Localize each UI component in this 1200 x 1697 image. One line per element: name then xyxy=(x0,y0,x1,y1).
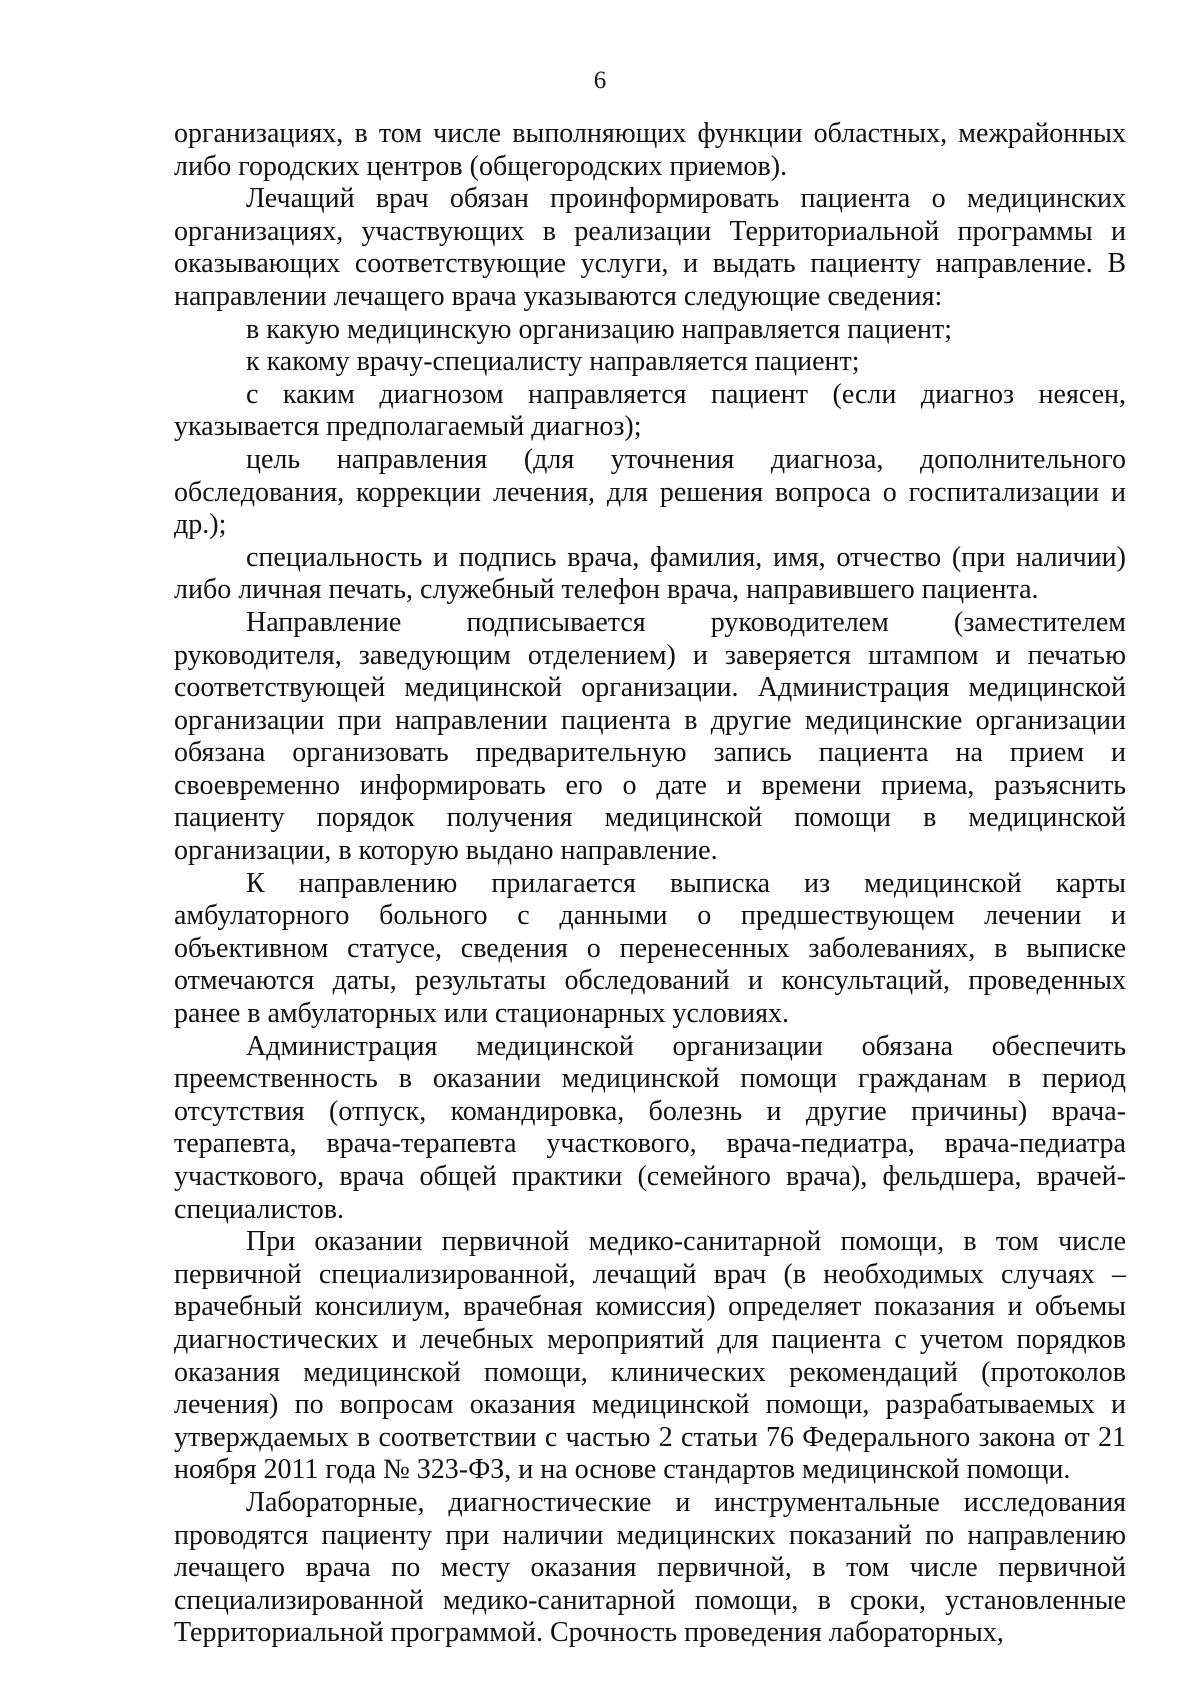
document-body xyxy=(174,118,1126,1650)
page-number: 6 xyxy=(593,67,607,94)
paragraph: Администрация медицинской организации обязана обеспечить преемственность в оказании медицинской помощи гражданам в период отсутствия (отпуск, командировка, болезнь и другие причины) врача-терапевта, врача-терапевта участкового, врача-педиатра, врача-педиатра участкового, врача общей практики (семейного врача), фельдшера, врачей-специалистов. xyxy=(174,1030,1126,1225)
list-item: к какому врачу-специалисту направляется пациент; xyxy=(246,346,860,378)
list-item: в какую медицинскую организацию направляется пациент; xyxy=(246,313,953,345)
list-item: цель направления (для уточнения диагноза, дополнительного обследования, коррекции лечения, для решения вопроса о госпитализации и др.); xyxy=(174,443,1126,541)
paragraph: Лабораторные, диагностические и инструментальные исследования проводятся пациенту при наличии медицинских показаний по направлению лечащего врача по месту оказания первичной, в том числе первичной специализированной медико-санитарной помощи, в сроки, установленные Территориальной программой. Срочность проведения лабораторных, xyxy=(174,1486,1126,1649)
list-item: с каким диагнозом направляется пациент (если диагноз неясен, указывается предполагаемый диагноз); xyxy=(174,378,1126,443)
paragraph: Лечащий врач обязан проинформировать пациента о медицинских организациях, участвующих в реализации Территориальной программы и оказывающих соответствующие услуги, и выдать пациенту направление. В направлении лечащего врача указываются следующие сведения: xyxy=(174,183,1126,312)
paragraph: При оказании первичной медико-санитарной помощи, в том числе первичной специализированной, лечащий врач (в необходимых случаях – врачебный консилиум, врачебная комиссия) определяет показания и объемы диагностических и лечебных мероприятий для пациента с учетом порядков оказания медицинской помощи, клинических рекомендаций (протоколов лечения) по вопросам оказания медицинской помощи, разрабатываемых и утверждаемых в соответствии с частью 2 статьи 76 Федерального закона от 21 ноября 2011 года № 323-ФЗ, и на основе стандартов медицинской помощи. xyxy=(174,1226,1126,1486)
paragraph: Направление подписывается руководителем (заместителем руководителя, заведующим отделением) и заверяется штампом и печатью соответствующей медицинской организации. Администрация медицинской организации при направлении пациента в другие медицинские организации обязана организовать предварительную запись пациента на прием и своевременно информировать его о дате и времени приема, разъяснить пациенту порядок получения медицинской помощи в медицинской организации, в которую выдано направление. xyxy=(174,606,1126,867)
paragraph: К направлению прилагается выписка из медицинской карты амбулаторного больного с данными о предшествующем лечении и объективном статусе, сведения о перенесенных заболеваниях, в выписке отмечаются даты, результаты обследований и консультаций, проведенных ранее в амбулаторных или стационарных условиях. xyxy=(174,867,1126,1030)
list-item: специальность и подпись врача, фамилия, имя, отчество (при наличии) либо личная печать, служебный телефон врача, направившего пациента. xyxy=(174,541,1126,606)
paragraph: организациях, в том числе выполняющих функции областных, межрайонных либо городских центров (общегородских приемов). xyxy=(174,118,1126,182)
